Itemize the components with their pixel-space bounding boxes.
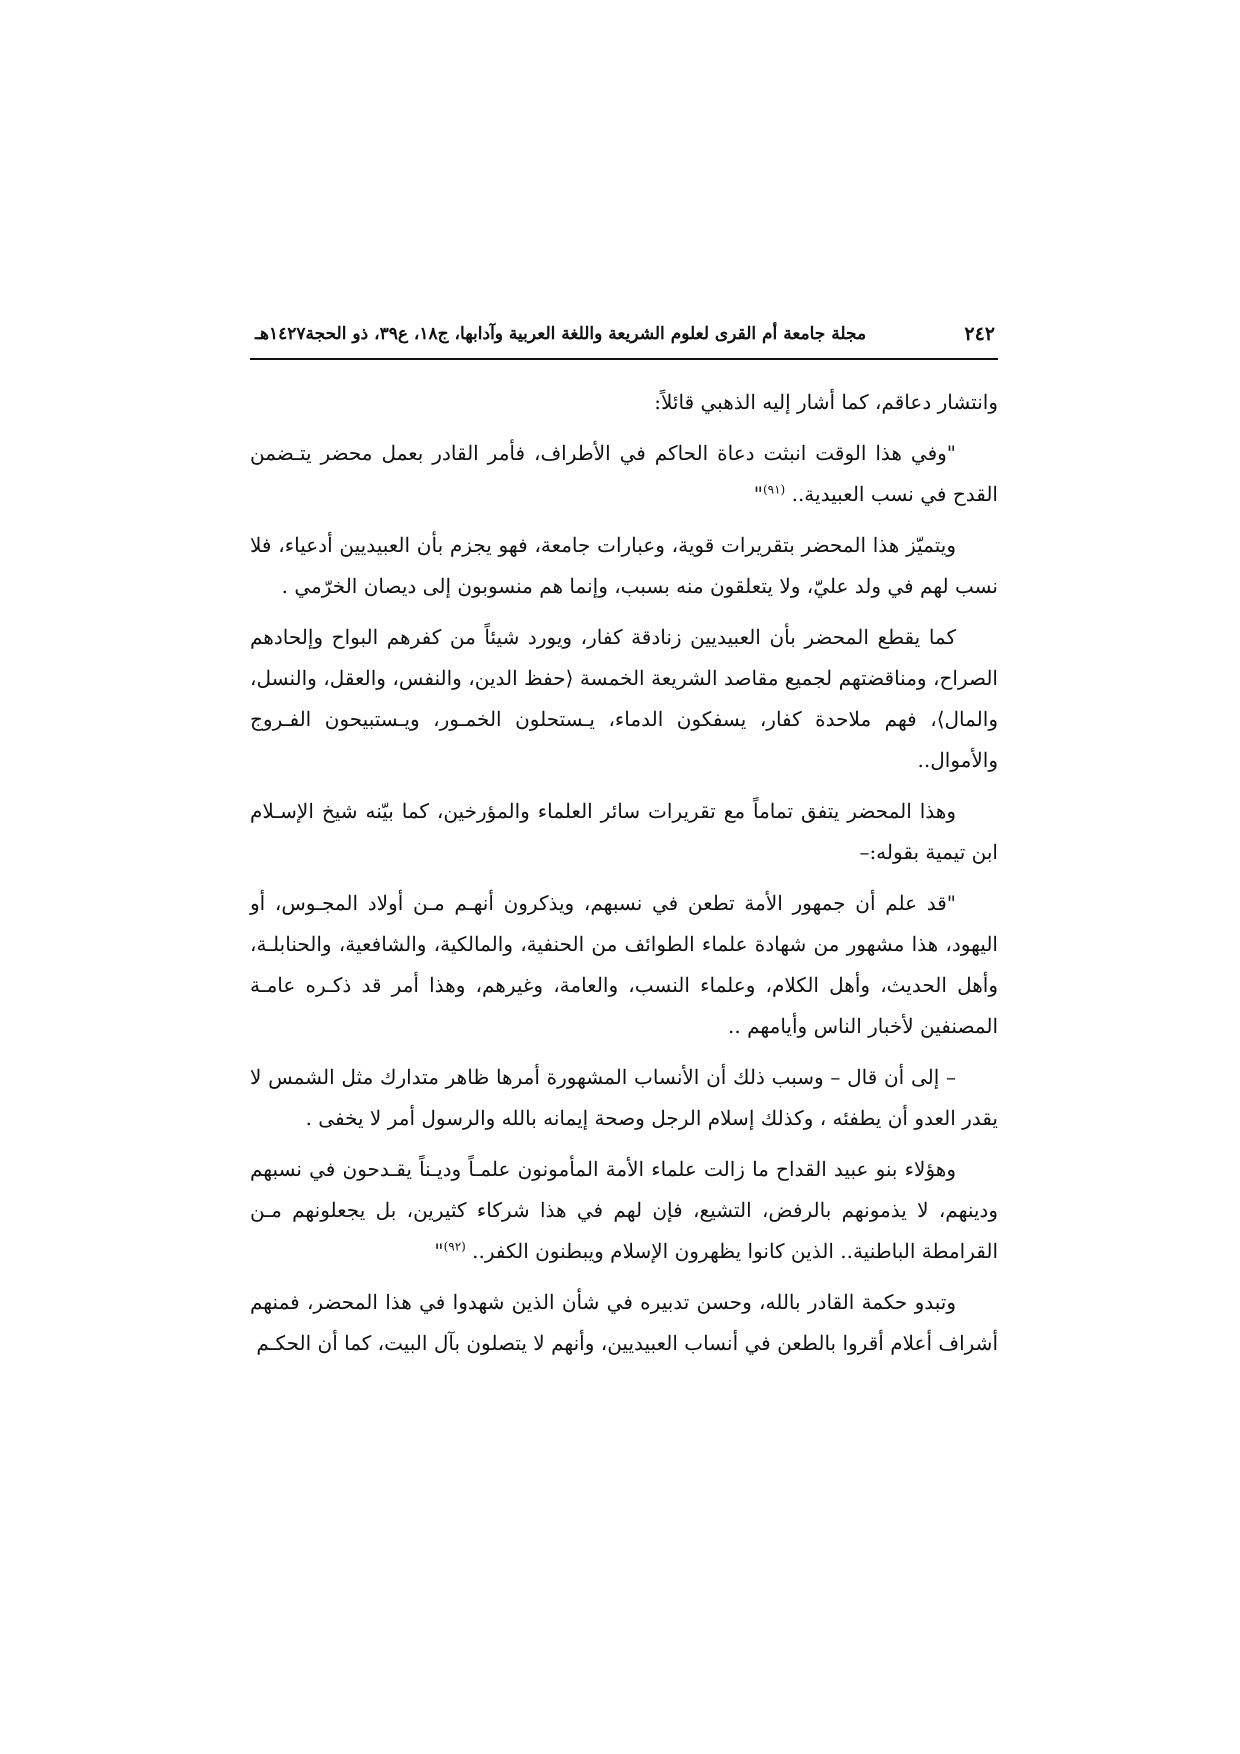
paragraph-qadir-wisdom: وتبدو حكمة القادر بالله، وحسن تدبيره في شأن الذين شهدوا في هذا المحضر، فمنهم أشراف أعلام أقروا بالطعن في أنساب العبيديين، وأنهم لا يتصلون بآل البيت، كما أن الحكـم xyxy=(250,1290,998,1355)
quote-ibn-taymiyyah-1: "قد علم أن جمهور الأمة تطعن في نسبهم، ويذكرون أنهـم مـن أولاد المجـوس، أو اليهود، هذا مشهور من شهادة علماء الطوائف من الحنفية، والمالكية، والشافعية، والحنابلـة، وأهل الحديث، وأهل الكلام، وعلماء النسب، والعامة، وغيرهم، وهذا أمر قد ذكـره عامـة المصنفين لأخبار الناس وأيامهم .. xyxy=(250,891,998,1038)
header-divider xyxy=(250,358,998,360)
body-text xyxy=(250,382,998,1374)
footnote-ref-92: (٩٢) xyxy=(443,1239,466,1254)
quote-dhahabi xyxy=(250,433,998,515)
paragraph-ibn-taymiyyah-intro: وهذا المحضر يتفق تماماً مع تقريرات سائر العلماء والمؤرخين، كما بيّنه شيخ الإسـلام ابن تيمية بقوله:– xyxy=(250,799,998,864)
footnote-ref-91: (٩١) xyxy=(762,482,786,497)
paragraph-mahdar-features: ويتميّز هذا المحضر بتقريرات قوية، وعبارات جامعة، فهو يجزم بأن العبيديين أدعياء، فلا نسب لهم في ولد عليّ، ولا يتعلقون منه بسبب، وإنما هم منسوبون إلى ديصان الخرّمي . xyxy=(250,533,998,598)
paragraph-intro: وانتشار دعاقم، كما أشار إليه الذهبي قائلاً: xyxy=(654,390,998,414)
quote-ibn-taymiyyah-3-text: وهؤلاء بنو عبيد القداح ما زالت علماء الأمة المأمونون علمـاً وديـناً يقـدحون في نسبهم ودينهم، لا يذمونهم بالرفض، التشيع، فإن لهم في هذا شركاء كثيرين، بل يجعلونهم مـن القرامطة الباطنية.. الذين كانوا يظهرون الإسلام ويبطنون الكفر.. xyxy=(250,1157,998,1263)
quote-ibn-taymiyyah-3-close: " xyxy=(434,1239,444,1263)
quote-ibn-taymiyyah-2: – إلى أن قال – وسبب ذلك أن الأنساب المشهورة أمرها ظاهر متدارك مثل الشمس لا يقدر العدو أن يطفئه ، وكذلك إسلام الرجل وصحة إيمانه بالله والرسول أمر لا يخفى . xyxy=(250,1065,998,1130)
running-header xyxy=(255,318,995,350)
page-number: ٢٤٢ xyxy=(964,323,995,345)
quote-dhahabi-close: " xyxy=(753,482,763,506)
quote-dhahabi-text: "وفي هذا الوقت انبثت دعاة الحاكم في الأطراف، فأمر القادر بعمل محضر يتـضمن القدح في نسب العبيدية.. xyxy=(250,441,998,506)
journal-title: مجلة جامعة أم القرى لعلوم الشريعة واللغة العربية وآدابها، ج١٨، ع٣٩، ذو الحجة١٤٢٧هـ xyxy=(255,324,867,344)
quote-ibn-taymiyyah-3 xyxy=(250,1149,998,1272)
paragraph-mahdar-kufr: كما يقطع المحضر بأن العبيديين زنادقة كفار، ويورد شيئاً من كفرهم البواح وإلحادهم الصراح، ومناقضتهم لجميع مقاصد الشريعة الخمسة ⟨حفظ الدين، والنفس، والعقل، والنسل، والمال⟩، فهم ملاحدة كفار، يسفكون الدماء، يـستحلون الخمـور، ويـستبيحون الفـروج والأموال.. xyxy=(250,625,998,772)
